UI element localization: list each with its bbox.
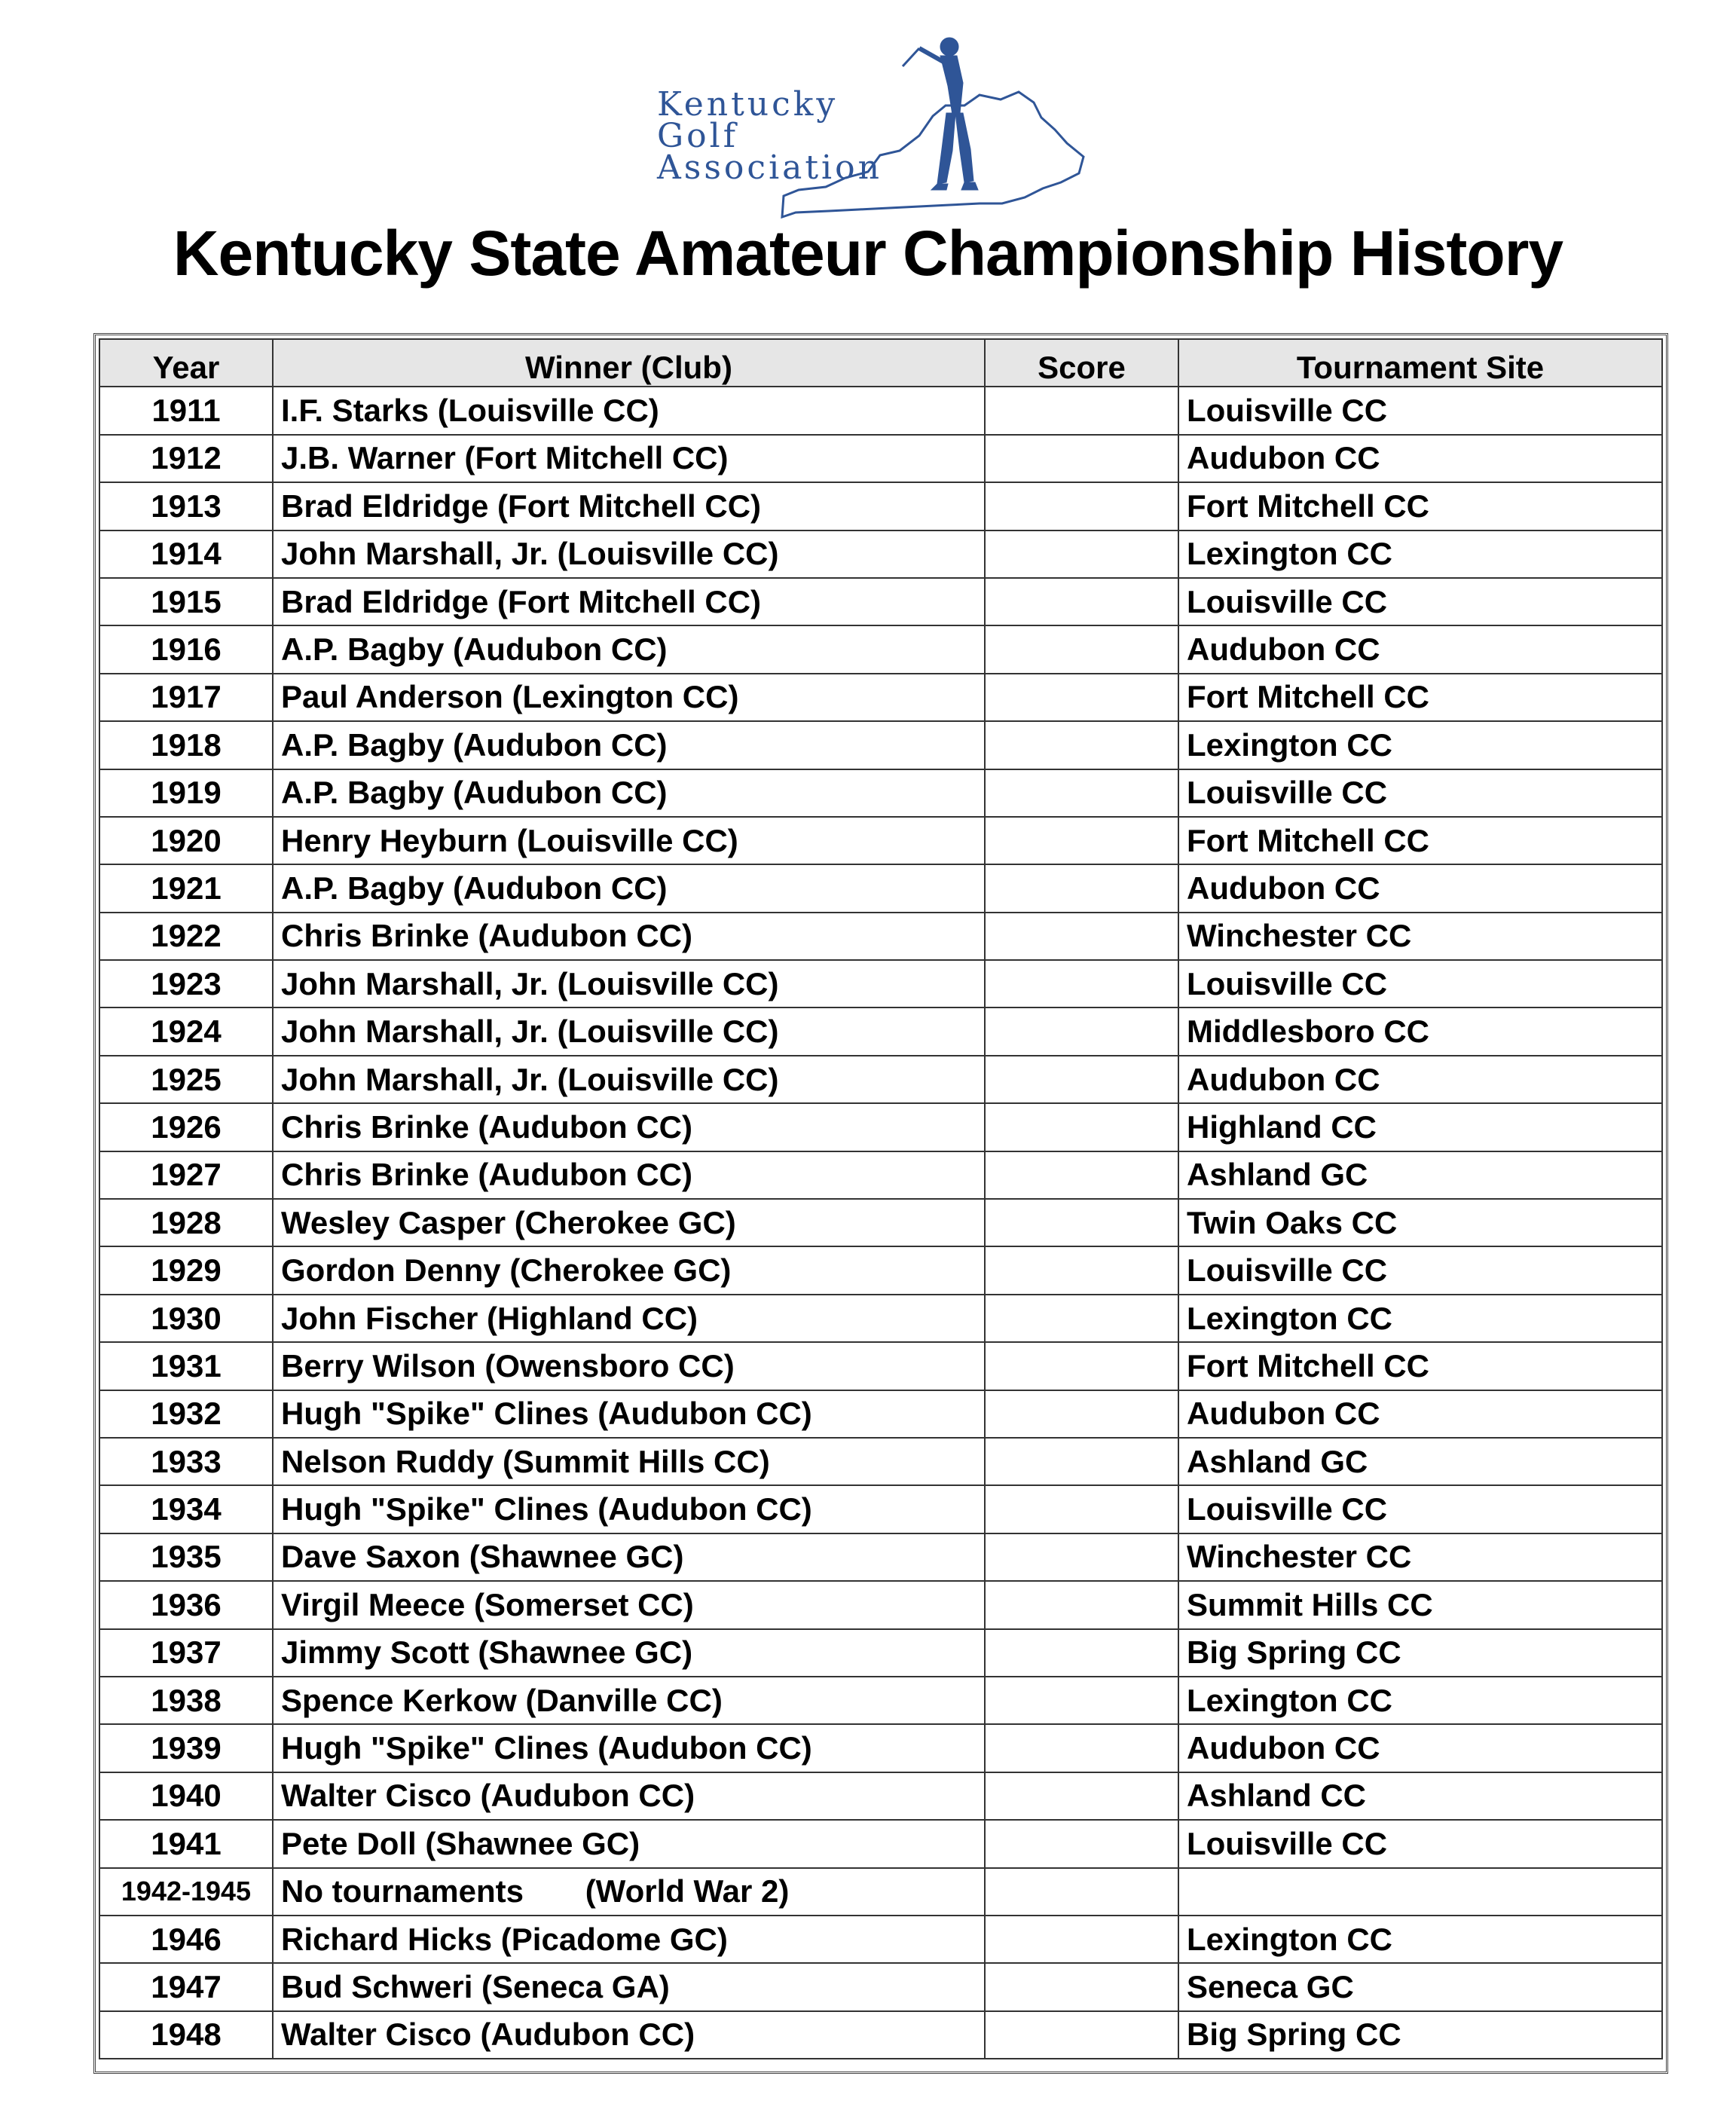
year-cell: 1937	[99, 1629, 273, 1677]
table-row	[99, 1246, 1662, 1294]
score-cell	[985, 1246, 1178, 1294]
table-row	[99, 387, 1662, 434]
table-row	[99, 1485, 1662, 1533]
site-cell: Winchester CC	[1178, 913, 1662, 960]
winner-cell: John Marshall, Jr. (Louisville CC)	[273, 1056, 985, 1103]
score-cell	[985, 1916, 1178, 1963]
score-cell	[985, 1007, 1178, 1055]
site-cell: Lexington CC	[1178, 530, 1662, 578]
table-row	[99, 1056, 1662, 1103]
year-cell: 1948	[99, 2011, 273, 2059]
winner-cell: Hugh "Spike" Clines (Audubon CC)	[273, 1724, 985, 1772]
site-cell: Big Spring CC	[1178, 1629, 1662, 1677]
table-row	[99, 482, 1662, 530]
table-row	[99, 1390, 1662, 1438]
site-cell: Fort Mitchell CC	[1178, 482, 1662, 530]
score-cell	[985, 2011, 1178, 2059]
score-cell	[985, 1438, 1178, 1485]
site-cell: Louisville CC	[1178, 1246, 1662, 1294]
header-site: Tournament Site	[1178, 339, 1662, 387]
site-cell: Highland CC	[1178, 1103, 1662, 1151]
winner-cell: Pete Doll (Shawnee GC)	[273, 1820, 985, 1867]
year-cell: 1924	[99, 1007, 273, 1055]
table-row	[99, 1199, 1662, 1246]
site-cell: Lexington CC	[1178, 1295, 1662, 1342]
winner-cell: Chris Brinke (Audubon CC)	[273, 1151, 985, 1199]
table-row	[99, 1438, 1662, 1485]
site-cell: Fort Mitchell CC	[1178, 674, 1662, 721]
site-cell: Lexington CC	[1178, 1916, 1662, 1963]
winner-cell: Hugh "Spike" Clines (Audubon CC)	[273, 1390, 985, 1438]
table-row	[99, 1772, 1662, 1820]
table-row	[99, 1963, 1662, 2010]
score-cell	[985, 625, 1178, 673]
site-cell: Audubon CC	[1178, 1724, 1662, 1772]
winner-cell: Hugh "Spike" Clines (Audubon CC)	[273, 1485, 985, 1533]
winner-cell: A.P. Bagby (Audubon CC)	[273, 721, 985, 769]
year-cell: 1931	[99, 1342, 273, 1390]
table-row	[99, 1533, 1662, 1581]
year-cell: 1947	[99, 1963, 273, 2010]
year-cell: 1926	[99, 1103, 273, 1151]
score-cell	[985, 1677, 1178, 1724]
table-row	[99, 1581, 1662, 1628]
kga-logo	[648, 23, 1100, 226]
year-cell: 1912	[99, 435, 273, 482]
site-cell: Louisville CC	[1178, 769, 1662, 817]
year-cell: 1942-1945	[99, 1868, 273, 1916]
score-cell	[985, 1199, 1178, 1246]
table-row	[99, 1151, 1662, 1199]
table-row	[99, 1820, 1662, 1867]
winner-cell: A.P. Bagby (Audubon CC)	[273, 864, 985, 912]
site-cell	[1178, 1868, 1662, 1916]
championship-table	[99, 338, 1663, 2059]
winner-cell: Paul Anderson (Lexington CC)	[273, 674, 985, 721]
table-row	[99, 1342, 1662, 1390]
year-cell: 1933	[99, 1438, 273, 1485]
score-cell	[985, 482, 1178, 530]
score-cell	[985, 721, 1178, 769]
logo-line-association: Association	[657, 148, 882, 187]
table-row	[99, 721, 1662, 769]
header-score: Score	[985, 339, 1178, 387]
winner-cell: A.P. Bagby (Audubon CC)	[273, 769, 985, 817]
year-cell: 1917	[99, 674, 273, 721]
site-cell: Louisville CC	[1178, 960, 1662, 1007]
table-row	[99, 1868, 1662, 1916]
winner-cell: John Marshall, Jr. (Louisville CC)	[273, 1007, 985, 1055]
year-cell: 1928	[99, 1199, 273, 1246]
winner-cell: Henry Heyburn (Louisville CC)	[273, 817, 985, 864]
site-cell: Louisville CC	[1178, 387, 1662, 434]
score-cell	[985, 1485, 1178, 1533]
score-cell	[985, 1151, 1178, 1199]
winner-cell: Nelson Ruddy (Summit Hills CC)	[273, 1438, 985, 1485]
site-cell: Winchester CC	[1178, 1533, 1662, 1581]
table-row	[99, 817, 1662, 864]
year-cell: 1927	[99, 1151, 273, 1199]
winner-cell: Walter Cisco (Audubon CC)	[273, 1772, 985, 1820]
site-cell: Fort Mitchell CC	[1178, 1342, 1662, 1390]
site-cell: Louisville CC	[1178, 578, 1662, 625]
header-winner: Winner (Club)	[273, 339, 985, 387]
site-cell: Louisville CC	[1178, 1820, 1662, 1867]
table-row	[99, 1677, 1662, 1724]
score-cell	[985, 674, 1178, 721]
championship-table-frame	[93, 333, 1668, 2074]
site-cell: Middlesboro CC	[1178, 1007, 1662, 1055]
site-cell: Audubon CC	[1178, 435, 1662, 482]
year-cell: 1935	[99, 1533, 273, 1581]
logo-line-kentucky: Kentucky	[657, 85, 839, 124]
score-cell	[985, 1533, 1178, 1581]
winner-cell: John Marshall, Jr. (Louisville CC)	[273, 960, 985, 1007]
table-row	[99, 864, 1662, 912]
winner-cell: J.B. Warner (Fort Mitchell CC)	[273, 435, 985, 482]
site-cell: Big Spring CC	[1178, 2011, 1662, 2059]
score-cell	[985, 913, 1178, 960]
header-year: Year	[99, 339, 273, 387]
table-row	[99, 1629, 1662, 1677]
table-body	[99, 387, 1662, 2059]
site-cell: Ashland GC	[1178, 1151, 1662, 1199]
score-cell	[985, 1772, 1178, 1820]
score-cell	[985, 1820, 1178, 1867]
score-cell	[985, 435, 1178, 482]
winner-cell: Jimmy Scott (Shawnee GC)	[273, 1629, 985, 1677]
score-cell	[985, 1868, 1178, 1916]
table-row	[99, 960, 1662, 1007]
year-cell: 1930	[99, 1295, 273, 1342]
site-cell: Lexington CC	[1178, 1677, 1662, 1724]
winner-cell: John Fischer (Highland CC)	[273, 1295, 985, 1342]
winner-cell: Wesley Casper (Cherokee GC)	[273, 1199, 985, 1246]
score-cell	[985, 1056, 1178, 1103]
table-row	[99, 769, 1662, 817]
year-cell: 1920	[99, 817, 273, 864]
year-cell: 1934	[99, 1485, 273, 1533]
score-cell	[985, 1724, 1178, 1772]
year-cell: 1915	[99, 578, 273, 625]
site-cell: Twin Oaks CC	[1178, 1199, 1662, 1246]
winner-cell: Dave Saxon (Shawnee GC)	[273, 1533, 985, 1581]
year-cell: 1929	[99, 1246, 273, 1294]
score-cell	[985, 1629, 1178, 1677]
score-cell	[985, 1963, 1178, 2010]
table-row	[99, 1007, 1662, 1055]
winner-cell: Spence Kerkow (Danville CC)	[273, 1677, 985, 1724]
site-cell: Fort Mitchell CC	[1178, 817, 1662, 864]
winner-cell: Brad Eldridge (Fort Mitchell CC)	[273, 482, 985, 530]
score-cell	[985, 1103, 1178, 1151]
table-row	[99, 1295, 1662, 1342]
winner-cell: John Marshall, Jr. (Louisville CC)	[273, 530, 985, 578]
table-row	[99, 1916, 1662, 1963]
winner-cell: Richard Hicks (Picadome GC)	[273, 1916, 985, 1963]
score-cell	[985, 530, 1178, 578]
year-cell: 1941	[99, 1820, 273, 1867]
year-cell: 1911	[99, 387, 273, 434]
page-title: Kentucky State Amateur Championship History	[173, 218, 1563, 289]
score-cell	[985, 1295, 1178, 1342]
winner-cell: Chris Brinke (Audubon CC)	[273, 1103, 985, 1151]
score-cell	[985, 578, 1178, 625]
winner-cell: I.F. Starks (Louisville CC)	[273, 387, 985, 434]
winner-cell: A.P. Bagby (Audubon CC)	[273, 625, 985, 673]
year-cell: 1940	[99, 1772, 273, 1820]
year-cell: 1918	[99, 721, 273, 769]
site-cell: Ashland CC	[1178, 1772, 1662, 1820]
table-row	[99, 1103, 1662, 1151]
year-cell: 1923	[99, 960, 273, 1007]
site-cell: Lexington CC	[1178, 721, 1662, 769]
score-cell	[985, 1390, 1178, 1438]
site-cell: Audubon CC	[1178, 1390, 1662, 1438]
winner-cell: Berry Wilson (Owensboro CC)	[273, 1342, 985, 1390]
table-row	[99, 674, 1662, 721]
score-cell	[985, 1342, 1178, 1390]
table-row	[99, 578, 1662, 625]
logo-line-golf: Golf	[657, 117, 738, 155]
score-cell	[985, 960, 1178, 1007]
table-row	[99, 530, 1662, 578]
score-cell	[985, 769, 1178, 817]
table-row	[99, 435, 1662, 482]
site-cell: Louisville CC	[1178, 1485, 1662, 1533]
score-cell	[985, 817, 1178, 864]
year-cell: 1925	[99, 1056, 273, 1103]
score-cell	[985, 387, 1178, 434]
score-cell	[985, 1581, 1178, 1628]
year-cell: 1939	[99, 1724, 273, 1772]
year-cell: 1922	[99, 913, 273, 960]
winner-cell: Chris Brinke (Audubon CC)	[273, 913, 985, 960]
table-row	[99, 1724, 1662, 1772]
year-cell: 1932	[99, 1390, 273, 1438]
winner-cell: Bud Schweri (Seneca GA)	[273, 1963, 985, 2010]
year-cell: 1919	[99, 769, 273, 817]
winner-cell: Brad Eldridge (Fort Mitchell CC)	[273, 578, 985, 625]
logo-wordmark	[657, 85, 882, 187]
year-cell: 1938	[99, 1677, 273, 1724]
winner-cell: No tournaments (World War 2)	[273, 1868, 985, 1916]
year-cell: 1913	[99, 482, 273, 530]
site-cell: Audubon CC	[1178, 625, 1662, 673]
table-header-row	[99, 339, 1662, 387]
winner-cell: Gordon Denny (Cherokee GC)	[273, 1246, 985, 1294]
year-cell: 1921	[99, 864, 273, 912]
year-cell: 1914	[99, 530, 273, 578]
site-cell: Seneca GC	[1178, 1963, 1662, 2010]
year-cell: 1936	[99, 1581, 273, 1628]
year-cell: 1946	[99, 1916, 273, 1963]
table-row	[99, 2011, 1662, 2059]
site-cell: Summit Hills CC	[1178, 1581, 1662, 1628]
winner-cell: Walter Cisco (Audubon CC)	[273, 2011, 985, 2059]
site-cell: Audubon CC	[1178, 864, 1662, 912]
site-cell: Audubon CC	[1178, 1056, 1662, 1103]
table-row	[99, 913, 1662, 960]
winner-cell: Virgil Meece (Somerset CC)	[273, 1581, 985, 1628]
score-cell	[985, 864, 1178, 912]
table-row	[99, 625, 1662, 673]
year-cell: 1916	[99, 625, 273, 673]
site-cell: Ashland GC	[1178, 1438, 1662, 1485]
